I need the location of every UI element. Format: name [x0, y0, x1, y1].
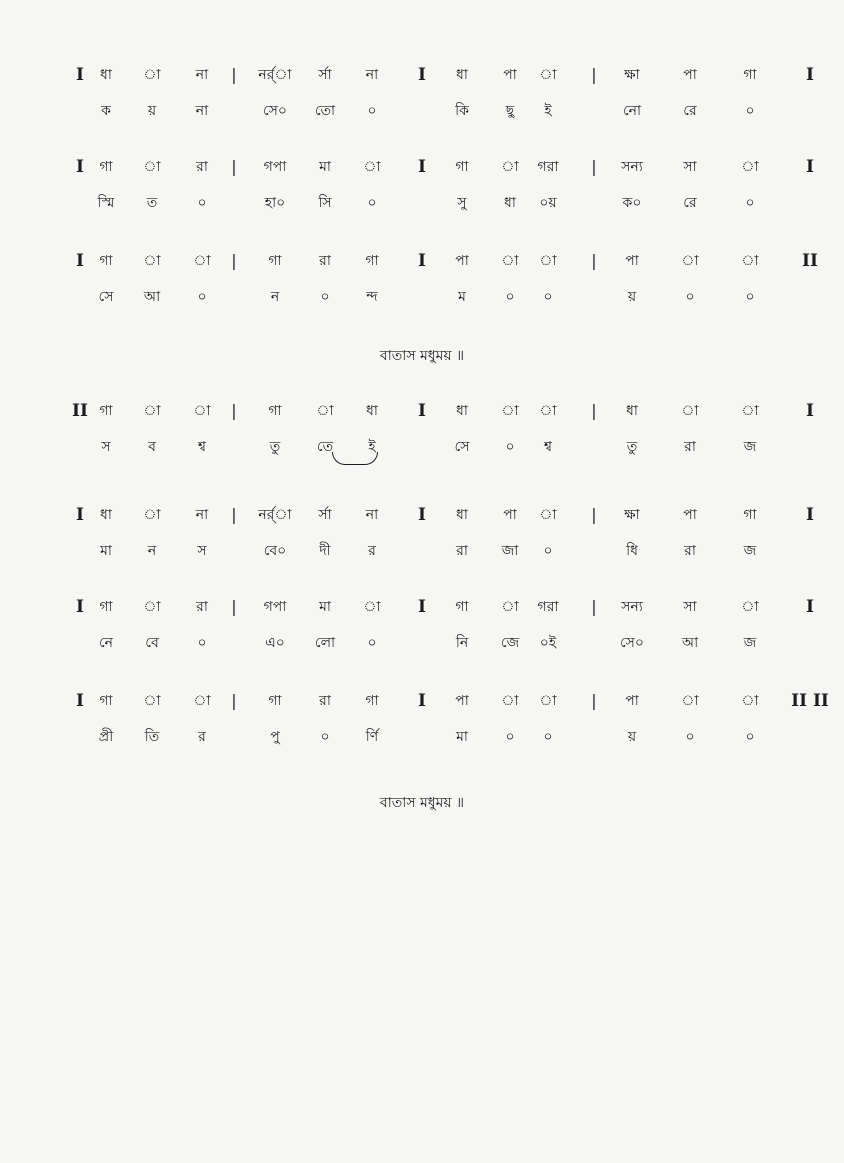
lyric-syllable: তু	[269, 439, 281, 455]
swara-note: গা	[99, 693, 113, 709]
bar-line: I	[76, 505, 84, 525]
swara-note: গা	[455, 599, 469, 615]
swara-note: না	[195, 507, 209, 523]
swara-note: গা	[268, 403, 282, 419]
lyric-syllable: সে	[98, 289, 114, 305]
swara-note: পা	[455, 253, 469, 269]
swara-note: গা	[99, 159, 113, 175]
swara-note: গরা	[537, 159, 559, 175]
lyric-syllable: সে	[454, 439, 470, 455]
bar-line: I	[76, 597, 84, 617]
lyric-syllable: রা	[684, 439, 696, 455]
swara-note: পা	[503, 507, 517, 523]
bar-line: |	[591, 597, 597, 616]
lyric-syllable: লো	[314, 635, 336, 651]
swara-note: রা	[319, 693, 331, 709]
swara-note: ধা	[626, 403, 638, 419]
lyric-syllable: ই	[368, 439, 376, 455]
bar-line: I	[418, 597, 426, 617]
refrain-caption: বাতাস মধুময় ॥	[379, 795, 465, 811]
swara-note: না	[195, 67, 209, 83]
swara-note: না	[365, 507, 379, 523]
lyric-syllable: শ্ব	[544, 439, 552, 455]
lyric-syllable: ধি	[626, 543, 638, 559]
lyric-syllable: য়	[627, 289, 637, 305]
bar-line: I	[418, 691, 426, 711]
bar-line: |	[231, 505, 237, 524]
lyric-syllable: এ০	[265, 635, 285, 651]
swara-note: নর্র্া	[258, 507, 292, 523]
bar-line: I	[418, 251, 426, 271]
bar-line: I	[76, 691, 84, 711]
swara-note: া	[681, 253, 699, 269]
lyric-syllable: সি	[318, 195, 332, 211]
swara-note: া	[143, 507, 161, 523]
bar-line: I	[806, 505, 814, 525]
swara-note: া	[681, 403, 699, 419]
swara-note: া	[143, 693, 161, 709]
swara-note: া	[741, 253, 759, 269]
swara-note: া	[143, 253, 161, 269]
swara-note: রা	[319, 253, 331, 269]
swara-note: ধা	[456, 403, 468, 419]
bar-line: II	[72, 401, 88, 421]
swara-note: া	[539, 403, 557, 419]
swara-note: ক্ষা	[624, 507, 640, 523]
refrain-caption: বাতাস মধুময় ॥	[379, 348, 465, 364]
lyric-syllable: ০	[367, 103, 377, 119]
swara-note: ধা	[456, 507, 468, 523]
bar-line: |	[231, 157, 237, 176]
swara-note: গা	[743, 507, 757, 523]
lyric-syllable: য়	[147, 103, 157, 119]
lyric-syllable: পু	[270, 729, 280, 745]
lyric-syllable: জ	[743, 635, 757, 651]
lyric-syllable: ত	[146, 195, 158, 211]
bar-line: |	[231, 691, 237, 710]
lyric-syllable: ০ই	[539, 635, 557, 651]
swara-note: া	[539, 67, 557, 83]
swara-note: সন্য	[621, 599, 643, 615]
lyric-syllable: ০	[367, 195, 377, 211]
swara-note: া	[193, 403, 211, 419]
lyric-syllable: সে০	[262, 103, 288, 119]
swara-note: সা	[683, 159, 697, 175]
lyric-syllable: ই	[544, 103, 552, 119]
lyric-syllable: ০	[543, 289, 553, 305]
swara-note: গা	[365, 253, 379, 269]
lyric-syllable: তো	[314, 103, 336, 119]
lyric-syllable: ক	[101, 103, 111, 119]
lyric-syllable: আ	[681, 635, 699, 651]
swara-note: া	[539, 693, 557, 709]
swara-note: ধা	[100, 507, 112, 523]
bar-line: |	[591, 691, 597, 710]
lyric-syllable: ০	[745, 195, 755, 211]
swara-note: া	[316, 403, 334, 419]
bar-line: I	[806, 157, 814, 177]
swara-note: রা	[196, 599, 208, 615]
swara-note: পা	[625, 693, 639, 709]
lyric-syllable: র	[198, 729, 206, 745]
swara-note: সা	[683, 599, 697, 615]
bar-line: |	[591, 401, 597, 420]
lyric-syllable: ০	[685, 289, 695, 305]
bar-line: I	[806, 597, 814, 617]
notation-line	[0, 598, 844, 658]
swara-note: ক্ষা	[624, 67, 640, 83]
swara-note: া	[501, 403, 519, 419]
bar-line: II II	[791, 691, 829, 711]
swara-note: না	[365, 67, 379, 83]
swara-note: া	[741, 159, 759, 175]
swara-note: া	[143, 599, 161, 615]
swara-note: পা	[503, 67, 517, 83]
lyric-syllable: মা	[456, 729, 468, 745]
lyric-syllable: স্মি	[97, 195, 115, 211]
lyric-syllable: প্রী	[98, 729, 114, 745]
lyric-syllable: ধা	[504, 195, 516, 211]
lyric-syllable: শ্ব	[198, 439, 206, 455]
swara-note: গরা	[537, 599, 559, 615]
lyric-syllable: ০	[745, 289, 755, 305]
bar-line: I	[76, 157, 84, 177]
bar-line: I	[418, 157, 426, 177]
bar-line: I	[76, 251, 84, 271]
lyric-syllable: ন	[270, 289, 280, 305]
lyric-syllable: নি	[455, 635, 469, 651]
lyric-syllable: বে০	[263, 543, 287, 559]
swara-note: া	[193, 253, 211, 269]
swara-note: গপা	[263, 159, 287, 175]
lyric-syllable: ০	[685, 729, 695, 745]
lyric-syllable: ০	[505, 439, 515, 455]
lyric-syllable: তে	[316, 439, 334, 455]
lyric-syllable: ০	[505, 729, 515, 745]
bar-line: I	[418, 401, 426, 421]
bar-line: |	[231, 251, 237, 270]
swara-note: পা	[455, 693, 469, 709]
swara-note: া	[539, 253, 557, 269]
lyric-syllable: ০	[197, 635, 207, 651]
lyric-syllable: ০	[197, 289, 207, 305]
lyric-syllable: ম	[458, 289, 466, 305]
swara-note: া	[143, 403, 161, 419]
swara-note: া	[363, 599, 381, 615]
lyric-syllable: ব	[148, 439, 156, 455]
bar-line: I	[418, 65, 426, 85]
lyric-syllable: ০	[543, 543, 553, 559]
lyric-syllable: ক০	[622, 195, 642, 211]
bar-line: |	[231, 65, 237, 84]
swara-note: া	[501, 599, 519, 615]
lyric-syllable: মা	[100, 543, 112, 559]
swara-note: গা	[99, 403, 113, 419]
lyric-syllable: জে	[500, 635, 520, 651]
swara-note: া	[501, 159, 519, 175]
bar-line: |	[591, 65, 597, 84]
lyric-syllable: ০	[543, 729, 553, 745]
lyric-syllable: নো	[622, 103, 642, 119]
swara-note: গা	[743, 67, 757, 83]
lyric-syllable: ০	[367, 635, 377, 651]
lyric-syllable: ন্দ	[366, 289, 378, 305]
lyric-syllable: ০	[505, 289, 515, 305]
swara-note: পা	[683, 67, 697, 83]
lyric-syllable: সু	[457, 195, 467, 211]
lyric-syllable: ০	[320, 289, 330, 305]
lyric-syllable: হা০	[264, 195, 286, 211]
bar-line: I	[76, 65, 84, 85]
lyric-syllable: রা	[684, 543, 696, 559]
swara-note: া	[741, 599, 759, 615]
lyric-syllable: রে	[683, 195, 697, 211]
lyric-syllable: ০	[745, 729, 755, 745]
notation-line	[0, 66, 844, 126]
swara-note: া	[741, 693, 759, 709]
notation-line	[0, 402, 844, 462]
notation-line	[0, 158, 844, 218]
lyric-syllable: ০য়	[539, 195, 557, 211]
swara-note: া	[501, 253, 519, 269]
lyric-syllable: না	[195, 103, 209, 119]
lyric-syllable: বে	[145, 635, 159, 651]
bar-line: I	[418, 505, 426, 525]
swara-note: া	[681, 693, 699, 709]
swara-note: া	[741, 403, 759, 419]
lyric-syllable: ন	[147, 543, 157, 559]
swara-note: পা	[683, 507, 697, 523]
lyric-syllable: তি	[144, 729, 160, 745]
swara-note: র্সা	[318, 507, 332, 523]
swara-note: গা	[99, 253, 113, 269]
bar-line: |	[591, 251, 597, 270]
swara-note: মা	[319, 599, 331, 615]
swara-note: মা	[319, 159, 331, 175]
lyric-syllable: ০	[745, 103, 755, 119]
lyric-syllable: র	[368, 543, 376, 559]
swara-note: া	[363, 159, 381, 175]
swara-note: া	[143, 67, 161, 83]
bar-line: I	[806, 65, 814, 85]
swara-note: ধা	[366, 403, 378, 419]
swara-note: ধা	[100, 67, 112, 83]
bar-line: |	[231, 597, 237, 616]
swara-note: গা	[455, 159, 469, 175]
lyric-syllable: তু	[626, 439, 638, 455]
lyric-syllable: স	[101, 439, 111, 455]
swara-note: পা	[625, 253, 639, 269]
lyric-syllable: দী	[319, 543, 331, 559]
swara-note: গা	[99, 599, 113, 615]
bar-line: II	[802, 251, 818, 271]
lyric-syllable: রা	[456, 543, 468, 559]
lyric-syllable: স	[197, 543, 207, 559]
lyric-syllable: জা	[501, 543, 519, 559]
swara-note: ধা	[456, 67, 468, 83]
swara-note: গা	[268, 253, 282, 269]
swara-note: গা	[365, 693, 379, 709]
lyric-syllable: নে	[98, 635, 114, 651]
bar-line: |	[591, 157, 597, 176]
swara-note: সন্য	[621, 159, 643, 175]
lyric-syllable: য়	[627, 729, 637, 745]
lyric-syllable: আ	[143, 289, 161, 305]
lyric-syllable: ০	[197, 195, 207, 211]
swara-note: রা	[196, 159, 208, 175]
swara-note: া	[143, 159, 161, 175]
bar-line: |	[591, 505, 597, 524]
lyric-syllable: ছু	[505, 103, 515, 119]
notation-line	[0, 252, 844, 312]
slur-mark	[332, 452, 378, 465]
bar-line: I	[806, 401, 814, 421]
swara-note: র্সা	[318, 67, 332, 83]
lyric-syllable: রে	[683, 103, 697, 119]
lyric-syllable: জ	[743, 543, 757, 559]
lyric-syllable: জ	[743, 439, 757, 455]
swara-note: া	[539, 507, 557, 523]
swara-note: গপা	[263, 599, 287, 615]
swara-note: গা	[268, 693, 282, 709]
lyric-syllable: সে০	[619, 635, 645, 651]
swara-note: া	[193, 693, 211, 709]
notation-line	[0, 506, 844, 566]
bar-line: |	[231, 401, 237, 420]
lyric-syllable: ০	[320, 729, 330, 745]
notation-line	[0, 692, 844, 752]
lyric-syllable: র্ণি	[365, 729, 379, 745]
swara-note: নর্র্া	[258, 67, 292, 83]
lyric-syllable: কি	[455, 103, 469, 119]
swara-note: া	[501, 693, 519, 709]
